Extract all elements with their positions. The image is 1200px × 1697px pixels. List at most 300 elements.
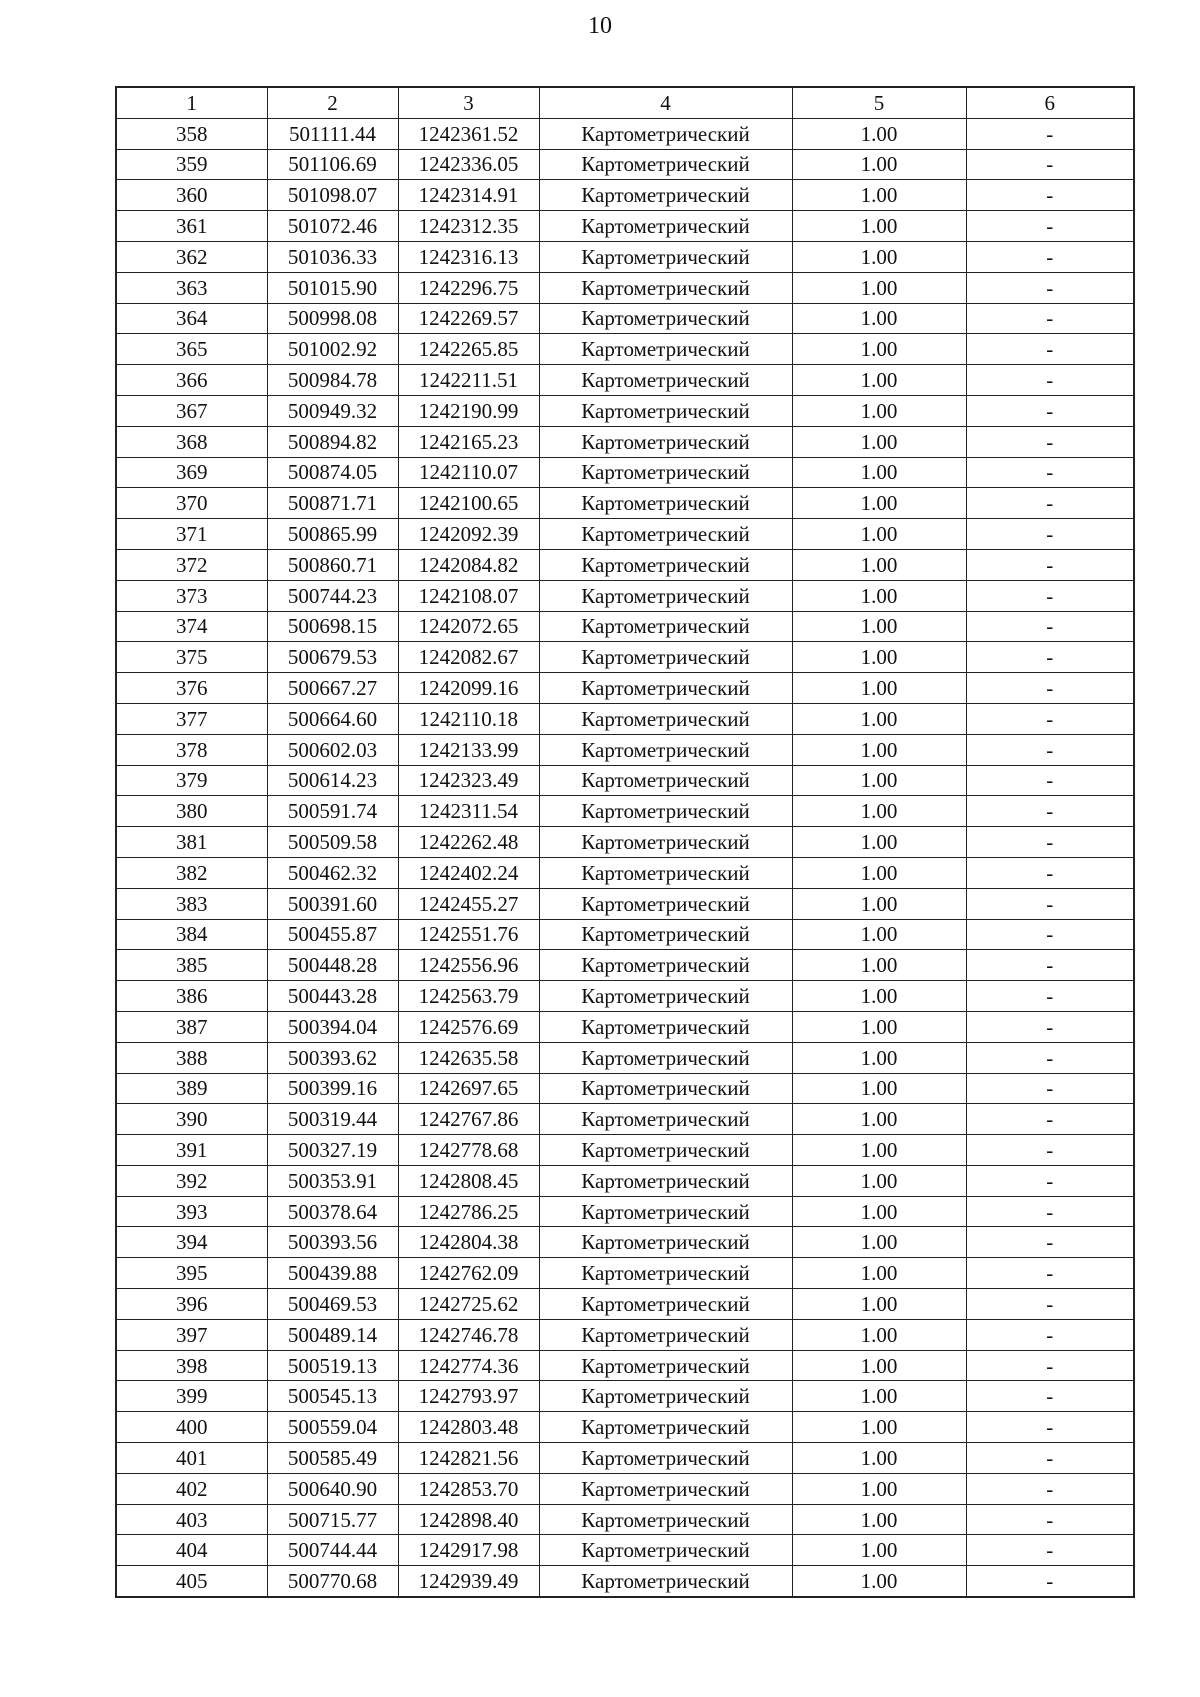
x-coordinate-cell: 500640.90 — [267, 1473, 398, 1504]
point-number-cell: 400 — [116, 1412, 267, 1443]
note-cell: - — [966, 1381, 1134, 1412]
x-coordinate-cell: 500998.08 — [267, 303, 398, 334]
coordinates-table — [115, 86, 1135, 1598]
method-cell: Картометрический — [539, 1535, 792, 1566]
note-cell: - — [966, 857, 1134, 888]
note-cell: - — [966, 1473, 1134, 1504]
accuracy-cell: 1.00 — [792, 703, 966, 734]
table-row — [116, 1566, 1134, 1597]
point-number-cell: 376 — [116, 673, 267, 704]
x-coordinate-cell: 500865.99 — [267, 519, 398, 550]
x-coordinate-cell: 500519.13 — [267, 1350, 398, 1381]
method-cell: Картометрический — [539, 611, 792, 642]
point-number-cell: 372 — [116, 549, 267, 580]
x-coordinate-cell: 500614.23 — [267, 765, 398, 796]
note-cell: - — [966, 950, 1134, 981]
accuracy-cell: 1.00 — [792, 1165, 966, 1196]
note-cell: - — [966, 457, 1134, 488]
note-cell: - — [966, 211, 1134, 242]
method-cell: Картометрический — [539, 1289, 792, 1320]
y-coordinate-cell: 1242190.99 — [398, 395, 539, 426]
method-cell: Картометрический — [539, 1443, 792, 1474]
x-coordinate-cell: 500679.53 — [267, 642, 398, 673]
accuracy-cell: 1.00 — [792, 1289, 966, 1320]
note-cell: - — [966, 642, 1134, 673]
table-row — [116, 1227, 1134, 1258]
method-cell: Картометрический — [539, 1504, 792, 1535]
point-number-cell: 369 — [116, 457, 267, 488]
table-row — [116, 180, 1134, 211]
accuracy-cell: 1.00 — [792, 1011, 966, 1042]
accuracy-cell: 1.00 — [792, 457, 966, 488]
y-coordinate-cell: 1242455.27 — [398, 888, 539, 919]
x-coordinate-cell: 501098.07 — [267, 180, 398, 211]
point-number-cell: 370 — [116, 488, 267, 519]
y-coordinate-cell: 1242100.65 — [398, 488, 539, 519]
method-cell: Картометрический — [539, 1381, 792, 1412]
y-coordinate-cell: 1242084.82 — [398, 549, 539, 580]
accuracy-cell: 1.00 — [792, 1227, 966, 1258]
table-row — [116, 365, 1134, 396]
y-coordinate-cell: 1242265.85 — [398, 334, 539, 365]
method-cell: Картометрический — [539, 426, 792, 457]
note-cell: - — [966, 1165, 1134, 1196]
y-coordinate-cell: 1242786.25 — [398, 1196, 539, 1227]
note-cell: - — [966, 1196, 1134, 1227]
note-cell: - — [966, 334, 1134, 365]
accuracy-cell: 1.00 — [792, 272, 966, 303]
x-coordinate-cell: 500744.44 — [267, 1535, 398, 1566]
note-cell: - — [966, 519, 1134, 550]
method-cell: Картометрический — [539, 1196, 792, 1227]
accuracy-cell: 1.00 — [792, 765, 966, 796]
column-header: 6 — [966, 87, 1134, 118]
note-cell: - — [966, 580, 1134, 611]
method-cell: Картометрический — [539, 1073, 792, 1104]
y-coordinate-cell: 1242917.98 — [398, 1535, 539, 1566]
column-header: 1 — [116, 87, 267, 118]
accuracy-cell: 1.00 — [792, 1535, 966, 1566]
y-coordinate-cell: 1242312.35 — [398, 211, 539, 242]
method-cell: Картометрический — [539, 673, 792, 704]
y-coordinate-cell: 1242311.54 — [398, 796, 539, 827]
x-coordinate-cell: 501036.33 — [267, 241, 398, 272]
y-coordinate-cell: 1242774.36 — [398, 1350, 539, 1381]
accuracy-cell: 1.00 — [792, 919, 966, 950]
table-body — [116, 118, 1134, 1597]
y-coordinate-cell: 1242133.99 — [398, 734, 539, 765]
y-coordinate-cell: 1242576.69 — [398, 1011, 539, 1042]
note-cell: - — [966, 734, 1134, 765]
column-header: 4 — [539, 87, 792, 118]
x-coordinate-cell: 500393.56 — [267, 1227, 398, 1258]
y-coordinate-cell: 1242551.76 — [398, 919, 539, 950]
y-coordinate-cell: 1242898.40 — [398, 1504, 539, 1535]
point-number-cell: 380 — [116, 796, 267, 827]
point-number-cell: 403 — [116, 1504, 267, 1535]
point-number-cell: 393 — [116, 1196, 267, 1227]
method-cell: Картометрический — [539, 1135, 792, 1166]
accuracy-cell: 1.00 — [792, 1350, 966, 1381]
point-number-cell: 385 — [116, 950, 267, 981]
note-cell: - — [966, 180, 1134, 211]
note-cell: - — [966, 1535, 1134, 1566]
method-cell: Картометрический — [539, 950, 792, 981]
accuracy-cell: 1.00 — [792, 395, 966, 426]
method-cell: Картометрический — [539, 1473, 792, 1504]
note-cell: - — [966, 703, 1134, 734]
y-coordinate-cell: 1242092.39 — [398, 519, 539, 550]
accuracy-cell: 1.00 — [792, 857, 966, 888]
x-coordinate-cell: 500715.77 — [267, 1504, 398, 1535]
point-number-cell: 379 — [116, 765, 267, 796]
table-row — [116, 1412, 1134, 1443]
note-cell: - — [966, 272, 1134, 303]
table-row — [116, 919, 1134, 950]
method-cell: Картометрический — [539, 303, 792, 334]
accuracy-cell: 1.00 — [792, 981, 966, 1012]
accuracy-cell: 1.00 — [792, 118, 966, 149]
accuracy-cell: 1.00 — [792, 611, 966, 642]
method-cell: Картометрический — [539, 1258, 792, 1289]
method-cell: Картометрический — [539, 1042, 792, 1073]
method-cell: Картометрический — [539, 272, 792, 303]
method-cell: Картометрический — [539, 765, 792, 796]
accuracy-cell: 1.00 — [792, 488, 966, 519]
table-row — [116, 1504, 1134, 1535]
y-coordinate-cell: 1242110.07 — [398, 457, 539, 488]
x-coordinate-cell: 501106.69 — [267, 149, 398, 180]
y-coordinate-cell: 1242082.67 — [398, 642, 539, 673]
point-number-cell: 361 — [116, 211, 267, 242]
accuracy-cell: 1.00 — [792, 365, 966, 396]
table-row — [116, 1042, 1134, 1073]
table-row — [116, 549, 1134, 580]
note-cell: - — [966, 426, 1134, 457]
x-coordinate-cell: 500353.91 — [267, 1165, 398, 1196]
x-coordinate-cell: 501015.90 — [267, 272, 398, 303]
point-number-cell: 402 — [116, 1473, 267, 1504]
note-cell: - — [966, 1104, 1134, 1135]
table-row — [116, 703, 1134, 734]
method-cell: Картометрический — [539, 642, 792, 673]
x-coordinate-cell: 500559.04 — [267, 1412, 398, 1443]
table-row — [116, 519, 1134, 550]
point-number-cell: 405 — [116, 1566, 267, 1597]
note-cell: - — [966, 827, 1134, 858]
point-number-cell: 387 — [116, 1011, 267, 1042]
x-coordinate-cell: 500591.74 — [267, 796, 398, 827]
y-coordinate-cell: 1242110.18 — [398, 703, 539, 734]
x-coordinate-cell: 500327.19 — [267, 1135, 398, 1166]
note-cell: - — [966, 765, 1134, 796]
point-number-cell: 396 — [116, 1289, 267, 1320]
note-cell: - — [966, 1227, 1134, 1258]
table-row — [116, 1104, 1134, 1135]
note-cell: - — [966, 1443, 1134, 1474]
method-cell: Картометрический — [539, 919, 792, 950]
table-row — [116, 1258, 1134, 1289]
x-coordinate-cell: 500509.58 — [267, 827, 398, 858]
point-number-cell: 360 — [116, 180, 267, 211]
table-row — [116, 241, 1134, 272]
x-coordinate-cell: 500489.14 — [267, 1319, 398, 1350]
note-cell: - — [966, 149, 1134, 180]
point-number-cell: 404 — [116, 1535, 267, 1566]
point-number-cell: 401 — [116, 1443, 267, 1474]
point-number-cell: 373 — [116, 580, 267, 611]
accuracy-cell: 1.00 — [792, 1073, 966, 1104]
method-cell: Картометрический — [539, 857, 792, 888]
note-cell: - — [966, 919, 1134, 950]
point-number-cell: 374 — [116, 611, 267, 642]
x-coordinate-cell: 500860.71 — [267, 549, 398, 580]
note-cell: - — [966, 1289, 1134, 1320]
table-row — [116, 395, 1134, 426]
table-row — [116, 303, 1134, 334]
x-coordinate-cell: 500439.88 — [267, 1258, 398, 1289]
accuracy-cell: 1.00 — [792, 796, 966, 827]
table-row — [116, 1073, 1134, 1104]
point-number-cell: 386 — [116, 981, 267, 1012]
accuracy-cell: 1.00 — [792, 642, 966, 673]
x-coordinate-cell: 501111.44 — [267, 118, 398, 149]
table-row — [116, 1011, 1134, 1042]
x-coordinate-cell: 501072.46 — [267, 211, 398, 242]
point-number-cell: 363 — [116, 272, 267, 303]
point-number-cell: 384 — [116, 919, 267, 950]
note-cell: - — [966, 611, 1134, 642]
column-header: 5 — [792, 87, 966, 118]
point-number-cell: 362 — [116, 241, 267, 272]
table-row — [116, 1473, 1134, 1504]
x-coordinate-cell: 500443.28 — [267, 981, 398, 1012]
method-cell: Картометрический — [539, 1350, 792, 1381]
table-row — [116, 334, 1134, 365]
x-coordinate-cell: 500698.15 — [267, 611, 398, 642]
table-row — [116, 827, 1134, 858]
method-cell: Картометрический — [539, 334, 792, 365]
x-coordinate-cell: 500871.71 — [267, 488, 398, 519]
method-cell: Картометрический — [539, 1165, 792, 1196]
table-row — [116, 118, 1134, 149]
note-cell: - — [966, 888, 1134, 919]
method-cell: Картометрический — [539, 703, 792, 734]
accuracy-cell: 1.00 — [792, 549, 966, 580]
x-coordinate-cell: 500399.16 — [267, 1073, 398, 1104]
point-number-cell: 395 — [116, 1258, 267, 1289]
y-coordinate-cell: 1242821.56 — [398, 1443, 539, 1474]
method-cell: Картометрический — [539, 1227, 792, 1258]
table-row — [116, 1165, 1134, 1196]
accuracy-cell: 1.00 — [792, 241, 966, 272]
accuracy-cell: 1.00 — [792, 950, 966, 981]
method-cell: Картометрический — [539, 827, 792, 858]
table-row — [116, 488, 1134, 519]
y-coordinate-cell: 1242165.23 — [398, 426, 539, 457]
table-row — [116, 149, 1134, 180]
accuracy-cell: 1.00 — [792, 1319, 966, 1350]
x-coordinate-cell: 500744.23 — [267, 580, 398, 611]
y-coordinate-cell: 1242746.78 — [398, 1319, 539, 1350]
table-row — [116, 457, 1134, 488]
method-cell: Картометрический — [539, 488, 792, 519]
table-row — [116, 580, 1134, 611]
x-coordinate-cell: 500391.60 — [267, 888, 398, 919]
accuracy-cell: 1.00 — [792, 1042, 966, 1073]
method-cell: Картометрический — [539, 1104, 792, 1135]
point-number-cell: 397 — [116, 1319, 267, 1350]
table-header-row — [116, 87, 1134, 118]
method-cell: Картометрический — [539, 549, 792, 580]
accuracy-cell: 1.00 — [792, 1504, 966, 1535]
point-number-cell: 375 — [116, 642, 267, 673]
x-coordinate-cell: 500394.04 — [267, 1011, 398, 1042]
y-coordinate-cell: 1242262.48 — [398, 827, 539, 858]
y-coordinate-cell: 1242269.57 — [398, 303, 539, 334]
table-row — [116, 1350, 1134, 1381]
note-cell: - — [966, 796, 1134, 827]
column-header: 2 — [267, 87, 398, 118]
y-coordinate-cell: 1242804.38 — [398, 1227, 539, 1258]
table-row — [116, 734, 1134, 765]
note-cell: - — [966, 1258, 1134, 1289]
accuracy-cell: 1.00 — [792, 827, 966, 858]
accuracy-cell: 1.00 — [792, 1412, 966, 1443]
table-row — [116, 1443, 1134, 1474]
method-cell: Картометрический — [539, 180, 792, 211]
point-number-cell: 394 — [116, 1227, 267, 1258]
accuracy-cell: 1.00 — [792, 1566, 966, 1597]
x-coordinate-cell: 500319.44 — [267, 1104, 398, 1135]
method-cell: Картометрический — [539, 1319, 792, 1350]
point-number-cell: 364 — [116, 303, 267, 334]
accuracy-cell: 1.00 — [792, 1196, 966, 1227]
point-number-cell: 392 — [116, 1165, 267, 1196]
point-number-cell: 368 — [116, 426, 267, 457]
x-coordinate-cell: 500667.27 — [267, 673, 398, 704]
method-cell: Картометрический — [539, 981, 792, 1012]
point-number-cell: 388 — [116, 1042, 267, 1073]
accuracy-cell: 1.00 — [792, 1258, 966, 1289]
point-number-cell: 378 — [116, 734, 267, 765]
method-cell: Картометрический — [539, 118, 792, 149]
accuracy-cell: 1.00 — [792, 1135, 966, 1166]
accuracy-cell: 1.00 — [792, 180, 966, 211]
accuracy-cell: 1.00 — [792, 303, 966, 334]
point-number-cell: 377 — [116, 703, 267, 734]
method-cell: Картометрический — [539, 519, 792, 550]
accuracy-cell: 1.00 — [792, 734, 966, 765]
y-coordinate-cell: 1242296.75 — [398, 272, 539, 303]
table-row — [116, 1289, 1134, 1320]
accuracy-cell: 1.00 — [792, 334, 966, 365]
y-coordinate-cell: 1242336.05 — [398, 149, 539, 180]
method-cell: Картометрический — [539, 580, 792, 611]
table-row — [116, 611, 1134, 642]
point-number-cell: 381 — [116, 827, 267, 858]
table-row — [116, 1535, 1134, 1566]
note-cell: - — [966, 1566, 1134, 1597]
x-coordinate-cell: 500770.68 — [267, 1566, 398, 1597]
y-coordinate-cell: 1242072.65 — [398, 611, 539, 642]
method-cell: Картометрический — [539, 241, 792, 272]
note-cell: - — [966, 673, 1134, 704]
y-coordinate-cell: 1242808.45 — [398, 1165, 539, 1196]
table-row — [116, 211, 1134, 242]
x-coordinate-cell: 500378.64 — [267, 1196, 398, 1227]
y-coordinate-cell: 1242323.49 — [398, 765, 539, 796]
table-row — [116, 765, 1134, 796]
page-number: 10 — [588, 13, 612, 39]
table-row — [116, 1196, 1134, 1227]
point-number-cell: 389 — [116, 1073, 267, 1104]
note-cell: - — [966, 549, 1134, 580]
x-coordinate-cell: 500462.32 — [267, 857, 398, 888]
accuracy-cell: 1.00 — [792, 426, 966, 457]
table-row — [116, 796, 1134, 827]
y-coordinate-cell: 1242563.79 — [398, 981, 539, 1012]
y-coordinate-cell: 1242725.62 — [398, 1289, 539, 1320]
y-coordinate-cell: 1242697.65 — [398, 1073, 539, 1104]
point-number-cell: 383 — [116, 888, 267, 919]
y-coordinate-cell: 1242108.07 — [398, 580, 539, 611]
point-number-cell: 359 — [116, 149, 267, 180]
x-coordinate-cell: 500664.60 — [267, 703, 398, 734]
y-coordinate-cell: 1242762.09 — [398, 1258, 539, 1289]
method-cell: Картометрический — [539, 1011, 792, 1042]
method-cell: Картометрический — [539, 149, 792, 180]
method-cell: Картометрический — [539, 1566, 792, 1597]
note-cell: - — [966, 488, 1134, 519]
point-number-cell: 366 — [116, 365, 267, 396]
point-number-cell: 365 — [116, 334, 267, 365]
y-coordinate-cell: 1242556.96 — [398, 950, 539, 981]
note-cell: - — [966, 303, 1134, 334]
note-cell: - — [966, 365, 1134, 396]
x-coordinate-cell: 500448.28 — [267, 950, 398, 981]
method-cell: Картометрический — [539, 1412, 792, 1443]
x-coordinate-cell: 500894.82 — [267, 426, 398, 457]
note-cell: - — [966, 1011, 1134, 1042]
table-row — [116, 1135, 1134, 1166]
accuracy-cell: 1.00 — [792, 149, 966, 180]
method-cell: Картометрический — [539, 395, 792, 426]
method-cell: Картометрический — [539, 365, 792, 396]
y-coordinate-cell: 1242402.24 — [398, 857, 539, 888]
note-cell: - — [966, 1319, 1134, 1350]
x-coordinate-cell: 500455.87 — [267, 919, 398, 950]
accuracy-cell: 1.00 — [792, 888, 966, 919]
method-cell: Картометрический — [539, 734, 792, 765]
y-coordinate-cell: 1242939.49 — [398, 1566, 539, 1597]
y-coordinate-cell: 1242778.68 — [398, 1135, 539, 1166]
accuracy-cell: 1.00 — [792, 1381, 966, 1412]
point-number-cell: 358 — [116, 118, 267, 149]
note-cell: - — [966, 1073, 1134, 1104]
point-number-cell: 382 — [116, 857, 267, 888]
table-row — [116, 981, 1134, 1012]
method-cell: Картометрический — [539, 457, 792, 488]
accuracy-cell: 1.00 — [792, 211, 966, 242]
point-number-cell: 391 — [116, 1135, 267, 1166]
y-coordinate-cell: 1242314.91 — [398, 180, 539, 211]
x-coordinate-cell: 501002.92 — [267, 334, 398, 365]
x-coordinate-cell: 500984.78 — [267, 365, 398, 396]
table-row — [116, 857, 1134, 888]
note-cell: - — [966, 1412, 1134, 1443]
note-cell: - — [966, 1350, 1134, 1381]
